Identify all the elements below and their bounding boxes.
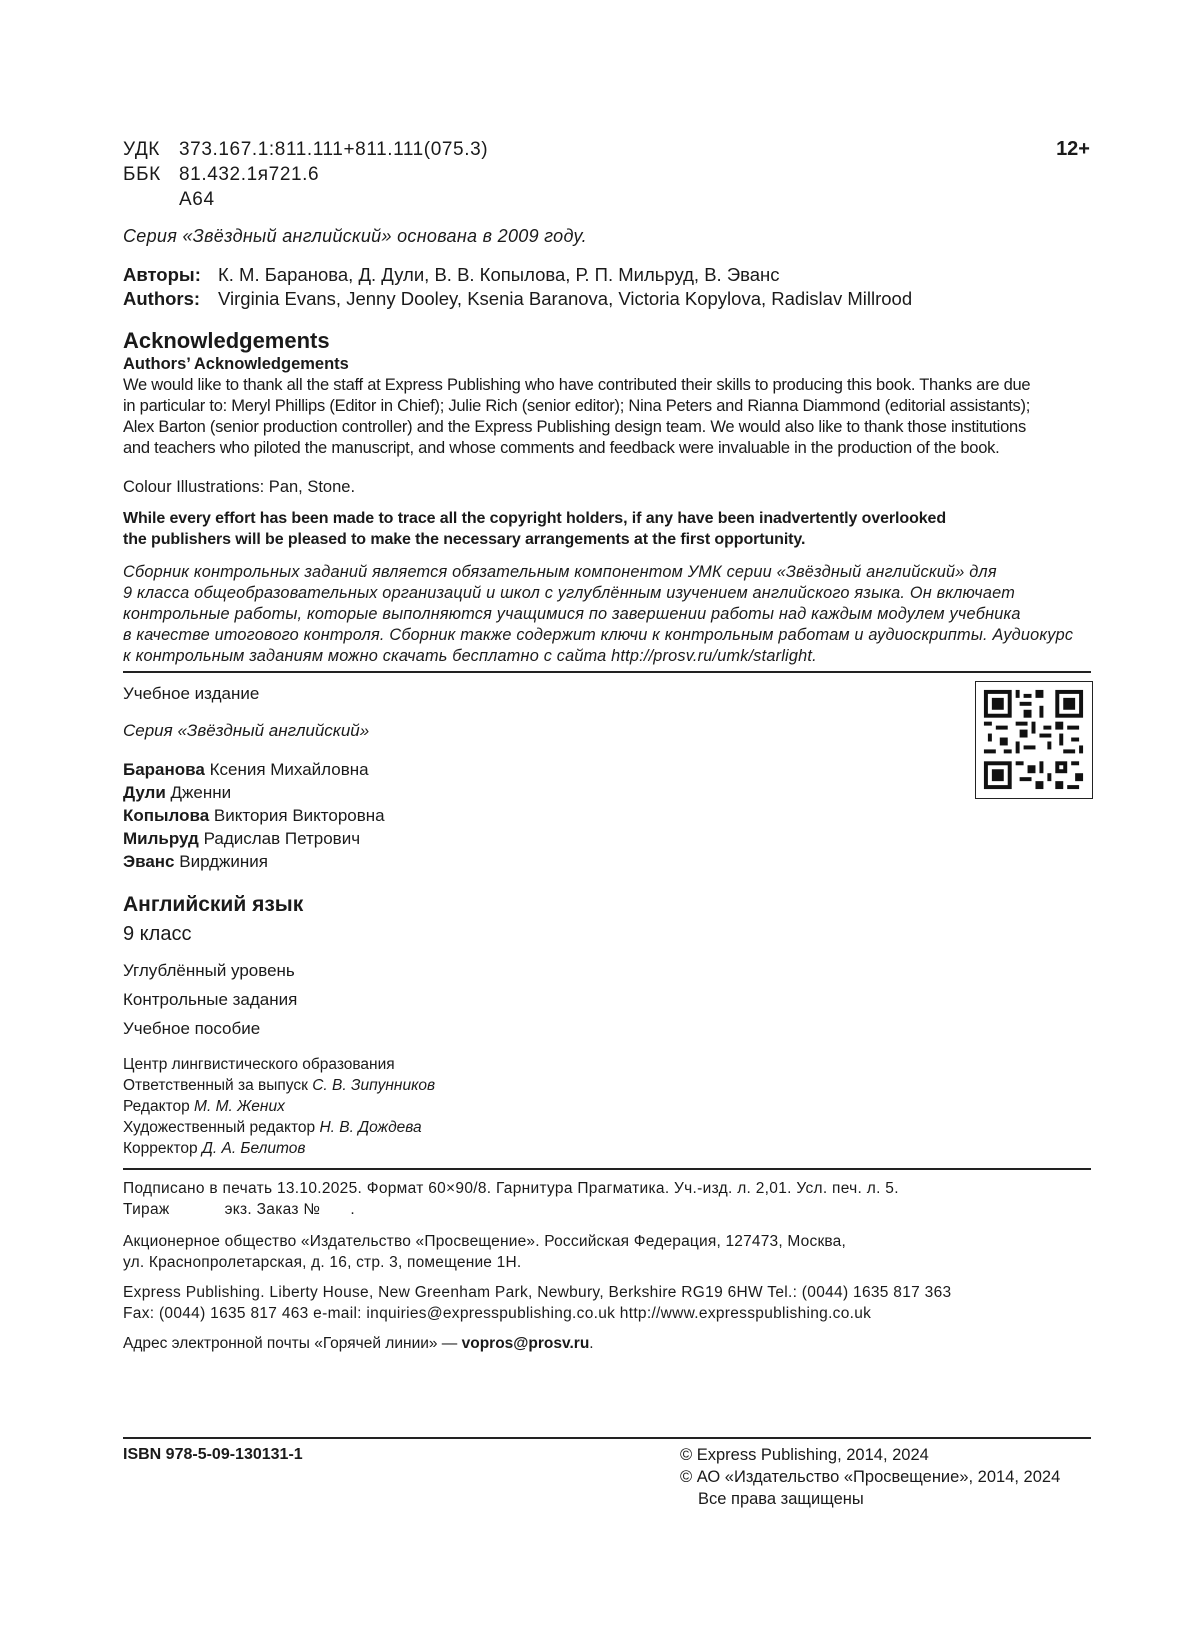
authors-en [123, 287, 912, 311]
divider [123, 1437, 1091, 1439]
description-line: в качестве итогового контроля. Сборник также содержит ключи к контрольным работам и аудиоскрипты. Аудиокурс [123, 626, 1074, 644]
udk-row [123, 137, 488, 162]
author-entry [123, 758, 385, 781]
author-surname: Копылова [123, 806, 210, 825]
copyright-line: While every effort has been made to trace all the copyright holders, if any have been inadvertently overlooked [123, 510, 947, 527]
hotline [123, 1333, 594, 1354]
author-given: Вирджиния [179, 852, 269, 871]
copyright-line: the publishers will be pleased to make the necessary arrangements at the first opportunity. [123, 531, 806, 548]
proofreader-label: Корректор [123, 1140, 198, 1157]
bbk-row [123, 162, 488, 187]
proofreader-name: Д. А. Белитов [201, 1140, 306, 1157]
author-given: Виктория Викторовна [213, 806, 385, 825]
ack-subtitle: Authors’ Acknowledgements [123, 355, 349, 373]
series-note: Серия «Звёздный английский» основана в 2009 году. [123, 226, 587, 246]
responsible-name: С. В. Зипунников [312, 1077, 436, 1094]
author-mark: А64 [179, 189, 215, 210]
ack-line: We would like to thank all the staff at Express Publishing who have contributed their skills to producing this book. Thanks are due [123, 376, 1031, 394]
author-entry [123, 804, 385, 827]
authors-ru [123, 263, 912, 287]
copyright-notice [123, 508, 946, 550]
divider [123, 1168, 1091, 1170]
authors-en-names: Virginia Evans, Jenny Dooley, Ksenia Baranova, Victoria Kopylova, Radislav Millrood [218, 288, 913, 309]
responsible-label: Ответственный за выпуск [123, 1077, 308, 1094]
credits [123, 1054, 435, 1159]
hotline-email[interactable]: vopros@prosv.ru [461, 1335, 590, 1352]
author-surname: Мильруд [123, 829, 199, 848]
divider [123, 671, 1091, 673]
grade: 9 класс [123, 923, 192, 945]
book-title: Английский язык [123, 893, 304, 916]
description-line: 9 класса общеобразовательных организаций и школ с углублённым изучением английского языка. Он включает [123, 584, 1015, 602]
hotline-end: . [589, 1335, 594, 1352]
author-list [123, 758, 385, 873]
ack-title: Acknowledgements [123, 328, 330, 353]
ack-line: Alex Barton (senior production controller) and the Express Publishing design team. We would also like to thank those institutions [123, 418, 1026, 436]
ack-line: in particular to: Meryl Phillips (Editor in Chief); Julie Rich (senior editor); Nina Peters and Rianna Diammond (editorial assistants); [123, 397, 1031, 415]
center-name: Центр лингвистического образования [123, 1056, 395, 1073]
copyright-prosv: © АО «Издательство «Просвещение», 2014, 2024 [680, 1468, 1061, 1486]
responsible-row [123, 1075, 435, 1096]
classification-block [123, 137, 488, 212]
book-format: Учебное пособие [123, 1019, 261, 1038]
author-surname: Эванс [123, 852, 175, 871]
copyright-block [680, 1444, 1060, 1510]
publisher-line: Акционерное общество «Издательство «Просвещение». Российская Федерация, 127473, Москва, [123, 1233, 847, 1250]
express-address [123, 1282, 951, 1324]
author-entry [123, 781, 385, 804]
author-surname: Баранова [123, 760, 205, 779]
edition-series: Серия «Звёздный английский» [123, 721, 370, 740]
art-editor-name: Н. В. Дождева [319, 1119, 422, 1136]
author-entry [123, 850, 385, 873]
hotline-label: Адрес электронной почты «Горячей линии» — [123, 1335, 458, 1352]
udk-label: УДК [123, 139, 160, 160]
authors-ru-label: Авторы: [123, 264, 201, 285]
level: Углублённый уровень [123, 961, 295, 980]
print-run-line [123, 1199, 899, 1220]
author-given: Дженни [170, 783, 232, 802]
udk-value: 373.167.1:811.111+811.111(075.3) [179, 139, 489, 160]
proofreader-row [123, 1138, 435, 1159]
author-entry [123, 827, 385, 850]
express-line: Fax: (0044) 1635 817 463 e-mail: inquiries@expresspublishing.co.uk http://www.expresspublishing.co.uk [123, 1305, 872, 1322]
copies-order: экз. Заказ № [224, 1201, 321, 1218]
bbk-value: 81.432.1я721.6 [179, 164, 320, 185]
editor-name: М. М. Жених [194, 1098, 285, 1115]
art-editor-row [123, 1117, 435, 1138]
print-run-label: Тираж [123, 1201, 170, 1218]
imprint [123, 1178, 899, 1220]
publisher-line: ул. Краснопролетарская, д. 16, стр. 3, помещение 1Н. [123, 1254, 522, 1271]
description-line: Сборник контрольных заданий является обязательным компонентом УМК серии «Звёздный английский» для [123, 563, 997, 581]
qr-code-icon [975, 681, 1093, 799]
express-line: Express Publishing. Liberty House, New Greenham Park, Newbury, Berkshire RG19 6HW Tel.: (0044) 1635 817 363 [123, 1284, 952, 1301]
editor-row [123, 1096, 435, 1117]
editor-label: Редактор [123, 1098, 190, 1115]
illustrations-credit: Colour Illustrations: Pan, Stone. [123, 478, 356, 496]
description [123, 562, 1073, 667]
author-given: Ксения Михайловна [209, 760, 369, 779]
signed-line: Подписано в печать 13.10.2025. Формат 60×90/8. Гарнитура Прагматика. Уч.-изд. л. 2,01. Усл. печ. л. 5. [123, 1180, 899, 1197]
description-line: к контрольным заданиям можно скачать бесплатно с сайта http://prosv.ru/umk/starlight. [123, 647, 817, 665]
publisher-address [123, 1231, 846, 1273]
book-kind: Контрольные задания [123, 990, 298, 1009]
rights-reserved: Все права защищены [698, 1490, 864, 1508]
ack-paragraph [123, 375, 1093, 459]
author-surname: Дули [123, 783, 166, 802]
authors-block [123, 263, 912, 311]
ack-line: and teachers who piloted the manuscript, and whose comments and feedback were invaluable in the production of the book. [123, 439, 1000, 457]
isbn: ISBN 978-5-09-130131-1 [123, 1446, 303, 1463]
bbk-label: ББК [123, 164, 161, 185]
author-mark-row [123, 187, 488, 212]
authors-en-label: Authors: [123, 288, 201, 309]
copyright-express: © Express Publishing, 2014, 2024 [680, 1446, 929, 1464]
period: . [350, 1201, 355, 1218]
art-editor-label: Художественный редактор [123, 1119, 316, 1136]
age-rating: 12+ [1056, 138, 1090, 160]
edition-type: Учебное издание [123, 684, 260, 703]
description-line: контрольные работы, которые выполняются учащимися по завершении работы над каждым модулем учебника [123, 605, 1021, 623]
authors-ru-names: К. М. Баранова, Д. Дули, В. В. Копылова, Р. П. Мильруд, В. Эванс [218, 264, 780, 285]
author-given: Радислав Петрович [203, 829, 361, 848]
